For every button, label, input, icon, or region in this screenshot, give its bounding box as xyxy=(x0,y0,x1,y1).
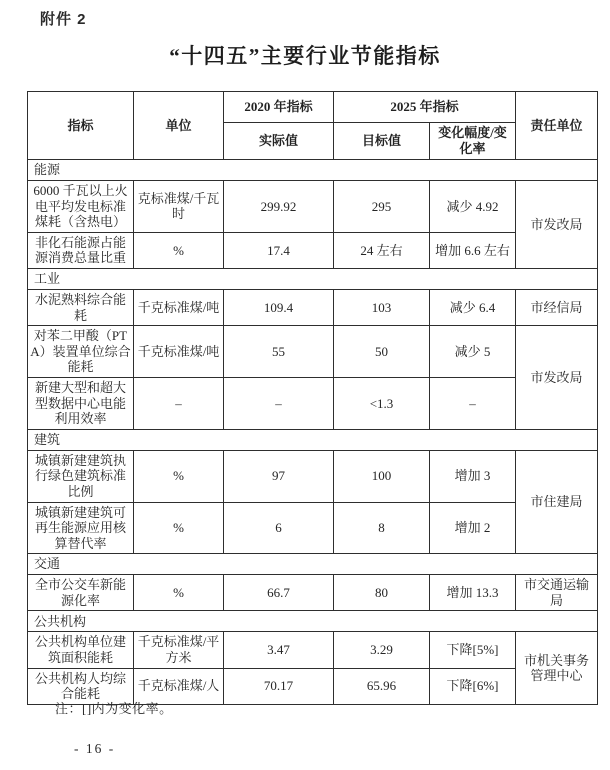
section-row-transport xyxy=(28,554,598,575)
table-row xyxy=(28,326,598,378)
cell-target: 100 xyxy=(334,450,430,502)
header-actual: 实际值 xyxy=(224,123,334,160)
cell-responsible: 市发改局 xyxy=(516,181,598,269)
table-row xyxy=(28,377,598,429)
cell-change: 增加 2 xyxy=(430,502,516,554)
cell-change: 增加 3 xyxy=(430,450,516,502)
section-label: 交通 xyxy=(28,554,598,575)
section-row-building xyxy=(28,429,598,450)
page-title: “十四五”主要行业节能指标 xyxy=(169,44,441,68)
footnote: 注：[]内为变化率。 xyxy=(55,701,173,716)
cell-indicator: 公共机构人均综合能耗 xyxy=(28,668,134,704)
cell-indicator: 城镇新建建筑执行绿色建筑标准比例 xyxy=(28,450,134,502)
header-unit: 单位 xyxy=(134,92,224,160)
cell-unit: % xyxy=(134,450,224,502)
cell-target: 50 xyxy=(334,326,430,378)
indicators-table xyxy=(27,91,598,705)
cell-actual: 6 xyxy=(224,502,334,554)
section-label: 能源 xyxy=(28,160,598,181)
cell-change: 减少 5 xyxy=(430,326,516,378)
cell-change: 减少 6.4 xyxy=(430,289,516,325)
cell-indicator: 公共机构单位建筑面积能耗 xyxy=(28,632,134,668)
header-target: 目标值 xyxy=(334,123,430,160)
cell-target: 80 xyxy=(334,575,430,611)
cell-unit: 克标准煤/千瓦时 xyxy=(134,181,224,233)
section-row-energy xyxy=(28,160,598,181)
cell-change: 下降[5%] xyxy=(430,632,516,668)
cell-actual: 70.17 xyxy=(224,668,334,704)
header-2020: 2020 年指标 xyxy=(224,92,334,123)
header-indicator: 指标 xyxy=(28,92,134,160)
cell-indicator: 新建大型和超大型数据中心电能利用效率 xyxy=(28,377,134,429)
cell-indicator: 全市公交车新能源化率 xyxy=(28,575,134,611)
table-row xyxy=(28,450,598,502)
cell-target: 103 xyxy=(334,289,430,325)
section-label: 公共机构 xyxy=(28,611,598,632)
cell-indicator: 城镇新建建筑可再生能源应用核算替代率 xyxy=(28,502,134,554)
cell-responsible: 市经信局 xyxy=(516,289,598,325)
table-row xyxy=(28,502,598,554)
cell-unit: – xyxy=(134,377,224,429)
cell-target: 295 xyxy=(334,181,430,233)
section-label: 工业 xyxy=(28,268,598,289)
cell-actual: 55 xyxy=(224,326,334,378)
cell-indicator: 6000 千瓦以上火电平均发电标准煤耗（含热电） xyxy=(28,181,134,233)
table-row xyxy=(28,181,598,233)
cell-actual: 109.4 xyxy=(224,289,334,325)
cell-unit: 千克标准煤/平方米 xyxy=(134,632,224,668)
attachment-label: 附件 2 xyxy=(40,11,87,28)
table-header-row-1 xyxy=(28,92,598,123)
cell-indicator: 水泥熟料综合能耗 xyxy=(28,289,134,325)
section-label: 建筑 xyxy=(28,429,598,450)
cell-change: 减少 4.92 xyxy=(430,181,516,233)
cell-unit: 千克标准煤/吨 xyxy=(134,289,224,325)
cell-actual: – xyxy=(224,377,334,429)
cell-target: 65.96 xyxy=(334,668,430,704)
cell-responsible: 市交通运输局 xyxy=(516,575,598,611)
cell-actual: 66.7 xyxy=(224,575,334,611)
cell-actual: 17.4 xyxy=(224,232,334,268)
cell-change: 增加 13.3 xyxy=(430,575,516,611)
cell-target: <1.3 xyxy=(334,377,430,429)
cell-change: 增加 6.6 左右 xyxy=(430,232,516,268)
cell-responsible: 市住建局 xyxy=(516,450,598,554)
table-row xyxy=(28,232,598,268)
cell-unit: 千克标准煤/人 xyxy=(134,668,224,704)
table-row xyxy=(28,632,598,668)
cell-responsible: 市发改局 xyxy=(516,326,598,430)
cell-target: 8 xyxy=(334,502,430,554)
section-row-public xyxy=(28,611,598,632)
header-2025: 2025 年指标 xyxy=(334,92,516,123)
cell-target: 3.29 xyxy=(334,632,430,668)
cell-actual: 3.47 xyxy=(224,632,334,668)
cell-change: – xyxy=(430,377,516,429)
cell-unit: 千克标准煤/吨 xyxy=(134,326,224,378)
cell-unit: % xyxy=(134,232,224,268)
cell-actual: 299.92 xyxy=(224,181,334,233)
header-responsible: 责任单位 xyxy=(516,92,598,160)
table-row xyxy=(28,575,598,611)
table-row xyxy=(28,289,598,325)
cell-unit: % xyxy=(134,575,224,611)
cell-unit: % xyxy=(134,502,224,554)
cell-indicator: 对苯二甲酸（PTA）装置单位综合能耗 xyxy=(28,326,134,378)
cell-target: 24 左右 xyxy=(334,232,430,268)
cell-indicator: 非化石能源占能源消费总量比重 xyxy=(28,232,134,268)
cell-responsible: 市机关事务管理中心 xyxy=(516,632,598,704)
cell-actual: 97 xyxy=(224,450,334,502)
section-row-industry xyxy=(28,268,598,289)
page-number: - 16 - xyxy=(74,741,116,756)
header-change: 变化幅度/变化率 xyxy=(430,123,516,160)
cell-change: 下降[6%] xyxy=(430,668,516,704)
